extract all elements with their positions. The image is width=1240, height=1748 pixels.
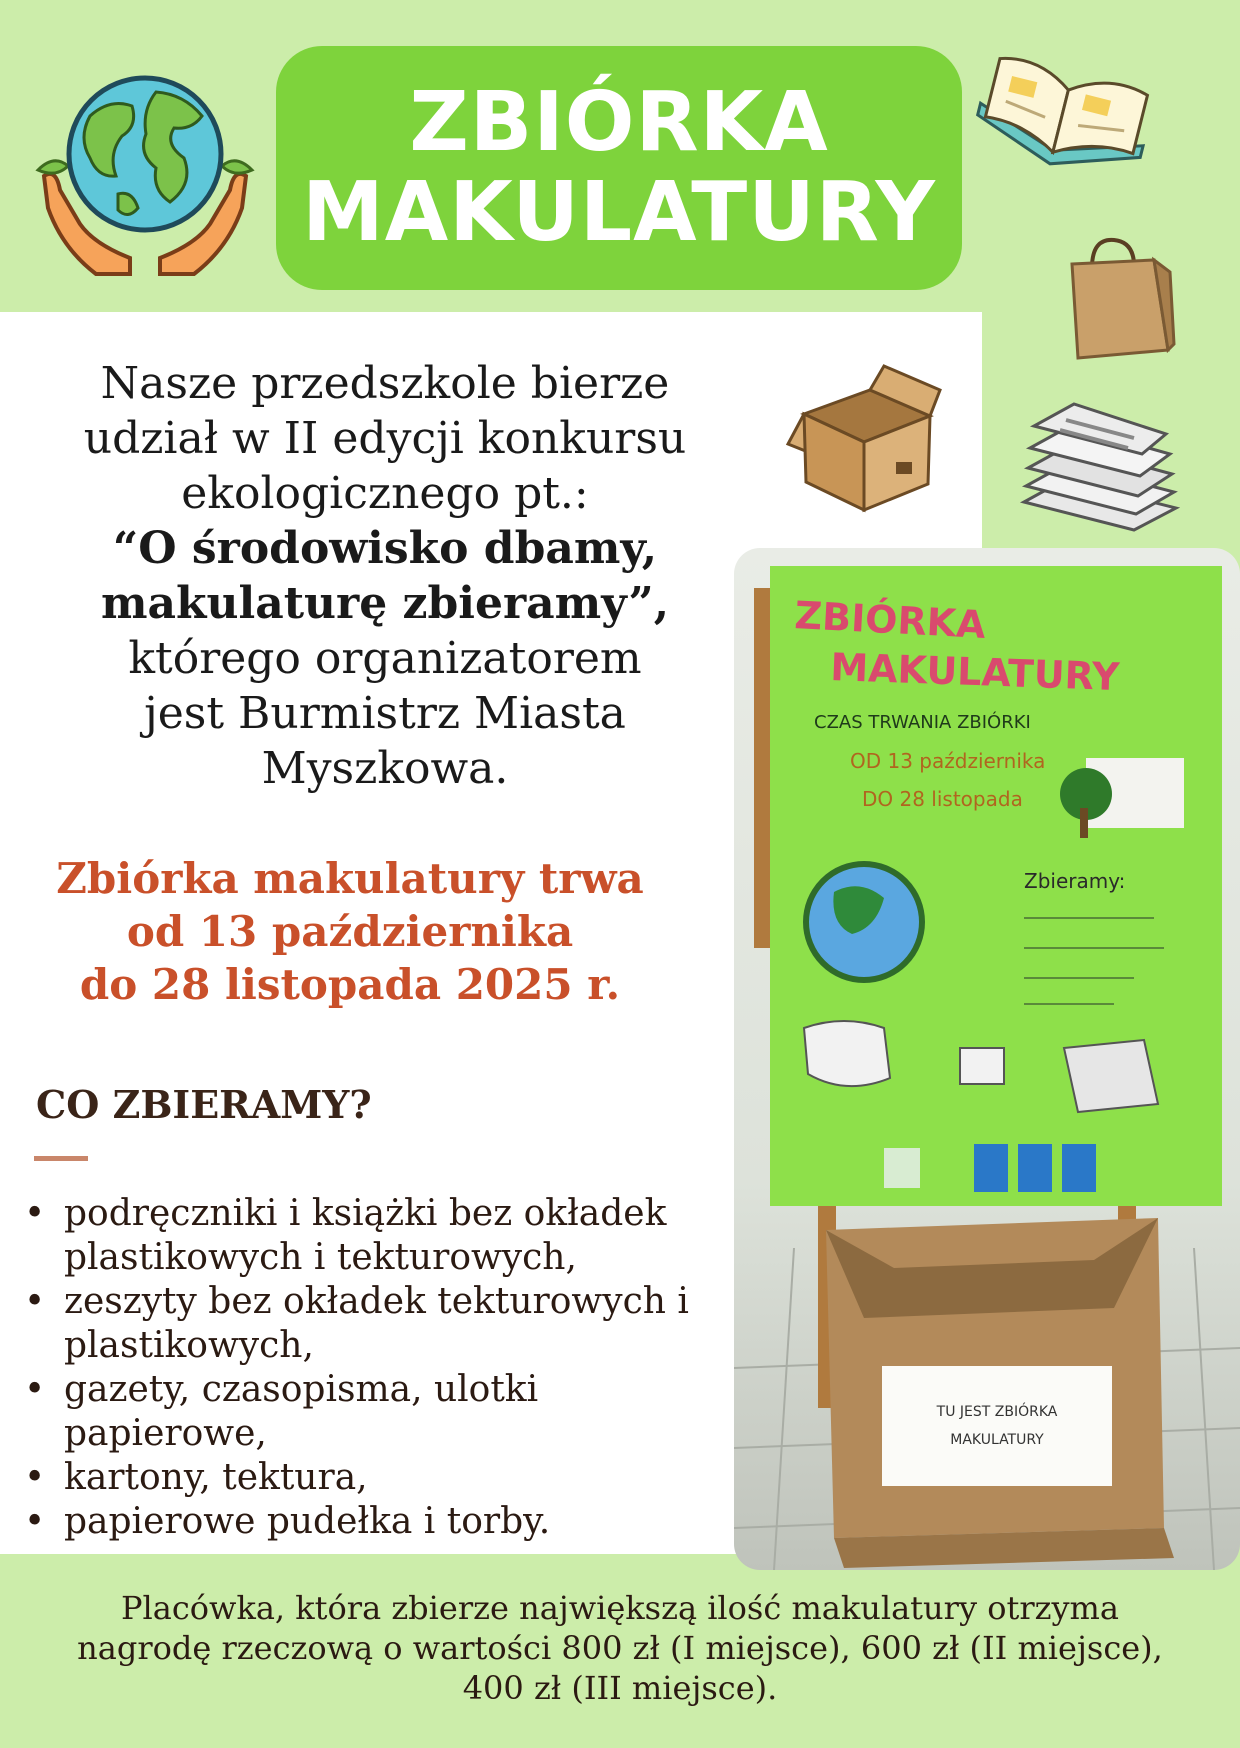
photo-scene (734, 548, 1240, 1570)
intro-line: udział w II edycji konkursu (83, 413, 687, 464)
collect-list (20, 1192, 740, 1544)
box-label-2: MAKULATURY (950, 1432, 1044, 1448)
newspaper-stack-icon (1016, 398, 1180, 536)
dates-line: Zbiórka makulatury trwa (56, 854, 644, 903)
title-line-1: ZBIÓRKA (409, 75, 829, 170)
poster-title-2: MAKULATURY (829, 645, 1121, 700)
title-banner (276, 46, 962, 290)
dates-line: do 28 listopada 2025 r. (79, 960, 621, 1009)
list-item: • kartony, tektura, (24, 1457, 368, 1498)
open-book-icon (970, 46, 1160, 186)
list-item-text: zeszyty bez okładek tekturowych i plastikowych, (64, 1281, 689, 1366)
intro-line: jest Burmistrz Miasta (144, 688, 626, 739)
poster-title-1: ZBIÓRKA (793, 593, 987, 647)
list-item: • gazety, czasopisma, ulotki papierowe, (24, 1369, 539, 1454)
heading-underline (34, 1156, 88, 1161)
prize-info: Placówka, która zbierze największą ilość makulatury otrzyma nagrodę rzeczową o wartości 800 zł (I miejsce), 600 zł (II miejsce), 400 zł (III miejsce). (77, 1589, 1163, 1707)
title-line-2: MAKULATURY (302, 165, 936, 260)
collection-photo (734, 548, 1240, 1570)
collect-heading: CO ZBIERAMY? (36, 1082, 372, 1127)
list-item-text: podręczniki i książki bez okładek plastikowych i tekturowych, (64, 1193, 667, 1278)
poster-to: DO 28 listopada (862, 787, 1023, 811)
list-item-text: gazety, czasopisma, ulotki papierowe, (64, 1369, 539, 1454)
intro-line: ekologicznego pt.: (181, 468, 589, 519)
list-item-text: papierowe pudełka i torby. (64, 1501, 551, 1542)
list-item-text: kartony, tektura, (64, 1457, 368, 1498)
intro-line: Myszkowa. (261, 743, 509, 794)
collection-dates (20, 852, 680, 1011)
intro-text (20, 356, 750, 796)
list-item: • zeszyty bez okładek tekturowych i plastikowych, (24, 1281, 689, 1366)
poster-from: OD 13 października (850, 749, 1046, 773)
paper-bag-icon (1058, 232, 1176, 362)
contest-title-line: “O środowisko dbamy, (112, 523, 658, 574)
box-label-1: TU JEST ZBIÓRKA (936, 1404, 1058, 1420)
intro-line: którego organizatorem (128, 633, 642, 684)
intro-line: Nasze przedszkole bierze (100, 358, 670, 409)
dates-line: od 13 października (126, 907, 574, 956)
contest-title-line: makulaturę zbieramy”, (100, 578, 670, 629)
list-item: • papierowe pudełka i torby. (24, 1501, 551, 1542)
cardboard-box-icon (784, 364, 944, 514)
poster-collect: Zbieramy: (1024, 869, 1126, 893)
poster-subtitle: CZAS TRWANIA ZBIÓRKI (814, 712, 1031, 733)
globe-hands-icon (34, 58, 256, 276)
list-item: • podręczniki i książki bez okładek plastikowych i tekturowych, (24, 1193, 667, 1278)
